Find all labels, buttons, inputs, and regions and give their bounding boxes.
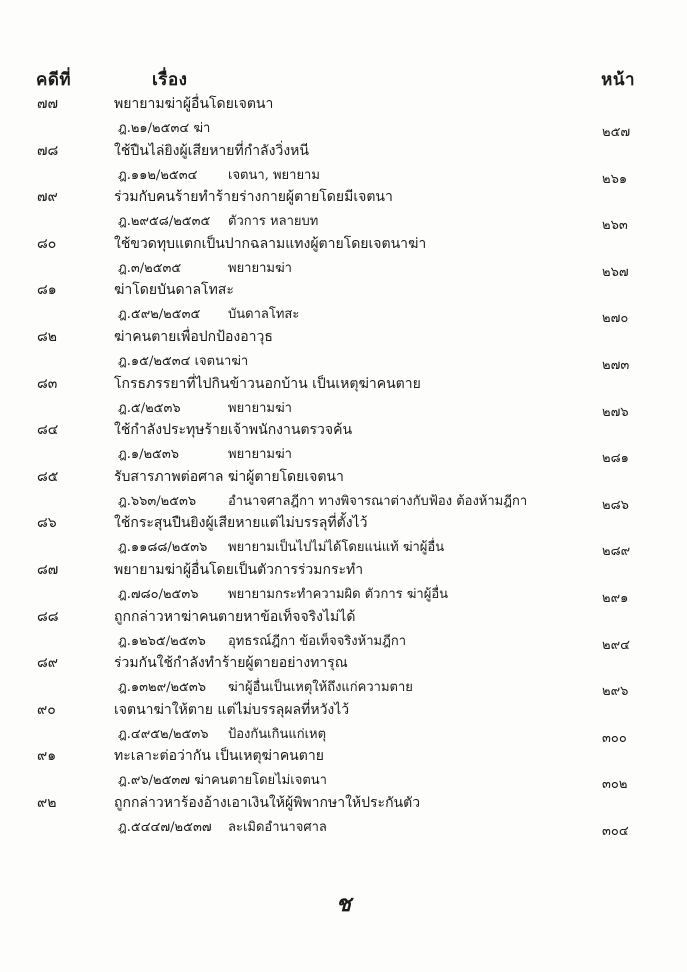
page-number: ๒๘๖ [602,497,629,513]
case-number: ๗๙ [37,189,58,206]
judgment-reference: ฎ.๙๖/๒๕๓๗ ฆ่าคนตายโดยไม่เจตนา [118,773,327,789]
toc-entry [0,93,687,139]
page-marker: ช [336,891,351,917]
toc-entry [0,745,687,791]
judgment-reference: ฎ.๑๓๒๙/๒๕๓๖ [118,680,207,696]
page-number: ๒๖๑ [602,171,628,187]
judgment-reference: ฎ.๕/๒๕๓๖ [118,400,181,416]
entry-title: ใช้ปืนไล่ยิงผู้เสียหายที่กำลังวิ่งหนี [114,142,309,159]
judgment-reference: ฎ.๑๕/๒๕๓๔ เจตนาฆ่า [118,354,249,369]
toc-entry [0,652,687,698]
subject-header: เรื่อง [152,70,188,90]
toc-entry [0,233,687,279]
judgment-topic: อำนาจศาลฎีกา ทางพิจารณาต่างกับฟ้อง ต้องห้ามฎีกา [228,493,528,509]
toc-entry [0,326,687,372]
judgment-reference: ฎ.๗๘๐/๒๕๓๖ [118,587,199,602]
toc-entry [0,606,687,652]
case-number: ๗๘ [37,142,59,159]
page-number: ๒๘๙ [602,544,631,560]
case-number: ๘๐ [37,235,57,252]
judgment-topic: พยายามฆ่า [228,400,292,416]
toc-entry [0,559,687,605]
entry-title: ถูกกล่าวหาร้องอ้างเอาเงินให้ผู้พิพากษาให้ประกันตัว [114,795,421,811]
case-number: ๘๑ [37,282,57,299]
case-number: ๘๓ [37,375,58,392]
page-number: ๒๗๖ [602,404,629,420]
toc-entry [0,466,687,512]
entry-title: รับสารภาพต่อศาล ฆ่าผู้ตายโดยเจตนา [114,468,344,485]
entry-title: พยายามฆ่าผู้อื่นโดยเจตนา [114,96,274,112]
judgment-topic: พยายามเป็นไปไม่ได้โดยแน่แท้ ฆ่าผู้อื่น [228,540,445,556]
entry-title: โกรธภรรยาที่ไปกินข้าวนอกบ้าน เป็นเหตุฆ่าคนตาย [114,375,421,392]
entry-title: ร่วมกันใช้กำลังทำร้ายผู้ตายอย่างทารุณ [114,655,348,672]
page-number: ๒๖๗ [602,264,629,280]
judgment-reference: ฎ.๖๖๓/๒๕๓๖ [118,493,197,509]
judgment-reference: ฎ.๑๑๒/๒๕๓๔ [118,167,198,183]
page-number: ๒๙๔ [602,637,630,653]
entry-title: ฆ่าโดยบันดาลโทสะ [114,282,234,299]
judgment-topic: อุทธรณ์ฎีกา ข้อเท็จจริงห้ามฎีกา [228,633,406,649]
judgment-topic: ละเมิดอำนาจศาล [228,820,327,835]
entry-title: ทะเลาะต่อว่ากัน เป็นเหตุฆ่าคนตาย [114,748,324,765]
judgment-topic: ฆ่าผู้อื่นเป็นเหตุให้ถึงแก่ความตาย [228,680,413,696]
case-number-header: คดีที่ [36,70,72,90]
judgment-topic: ตัวการ หลายบท [228,214,319,230]
case-number: ๘๕ [37,468,59,485]
page-number: ๓๐๐ [602,730,627,746]
toc-entry [0,512,687,558]
entry-title: ใช้กระสุนปืนยิงผู้เสียหายแต่ไม่บรรลุที่ตั้งไว้ [114,515,368,532]
case-number: ๙๒ [37,795,57,811]
judgment-topic: เจตนา, พยายาม [228,167,320,183]
toc-entry [0,140,687,186]
page-number: ๓๐๒ [602,777,628,793]
toc-entry [0,186,687,232]
case-number: ๘๖ [37,515,57,532]
judgment-topic: ป้องกันเกินแก่เหตุ [228,726,327,742]
entry-title: เจตนาฆ่าให้ตาย แต่ไม่บรรลุผลที่หวังไว้ [114,701,350,718]
page-number: ๒๙๖ [602,684,629,700]
case-number: ๙๑ [37,748,57,765]
judgment-topic: พยายามฆ่า [228,447,292,463]
toc-entry [0,792,687,838]
case-number: ๘๙ [37,655,59,672]
entry-title: ฆ่าคนตายเพื่อปกป้องอาวุธ [114,329,273,345]
toc-entry [0,373,687,419]
judgment-reference: ฎ.๑/๒๕๓๖ [118,447,180,463]
case-number: ๗๗ [37,96,59,112]
judgment-topic: พยายามกระทำความผิด ตัวการ ฆ่าผู้อื่น [228,587,449,602]
judgment-reference: ฎ.๕๔๔๗/๒๕๓๗ [118,820,212,835]
entry-title: ถูกกล่าวหาฆ่าคนตายหาข้อเท็จจริงไม่ได้ [114,608,356,625]
toc-entry [0,419,687,465]
entry-title: พยายามฆ่าผู้อื่นโดยเป็นตัวการร่วมกระทำ [114,562,364,578]
judgment-topic: พยายามฆ่า [228,260,292,276]
judgment-topic: บันดาลโทสะ [228,307,300,323]
page-number: ๒๗๐ [602,311,629,327]
case-number: ๘๗ [37,562,59,578]
case-number: ๙๐ [37,701,56,718]
case-number: ๘๒ [37,329,58,345]
entry-title: ใช้กำลังประทุษร้ายเจ้าพนักงานตรวจค้น [114,422,353,439]
page-number: ๒๖๓ [602,218,628,234]
entry-title: ใช้ขวดทุบแตกเป็นปากฉลามแทงผู้ตายโดยเจตนาฆ่า [114,235,427,252]
page-number: ๒๘๑ [602,451,629,467]
toc-entry [0,279,687,325]
entry-title: ร่วมกับคนร้ายทำร้ายร่างกายผู้ตายโดยมีเจตนา [114,189,393,206]
page-number: ๓๐๔ [602,824,629,839]
judgment-reference: ฎ.๔๙๕๒/๒๕๓๖ [118,726,209,742]
judgment-reference: ฎ.๕๙๒/๒๕๓๕ [118,307,201,323]
page-number: ๒๕๗ [602,125,631,140]
judgment-reference: ฎ.๒๑/๒๕๓๔ ฆ่า [118,121,211,136]
judgment-reference: ฎ.๒๙๕๘/๒๕๓๕ [118,214,211,230]
toc-entry [0,699,687,745]
judgment-reference: ฎ.๑๒๖๕/๒๕๓๖ [118,633,206,649]
page-number: ๒๙๑ [602,591,629,606]
page-number: ๒๗๓ [602,358,630,373]
judgment-reference: ฎ.๑๑๘๘/๒๕๓๖ [118,540,208,556]
case-number: ๘๘ [37,608,59,625]
judgment-reference: ฎ.๓/๒๕๓๕ [118,260,182,276]
case-number: ๘๔ [37,422,59,439]
page-header: หน้า [601,70,635,90]
